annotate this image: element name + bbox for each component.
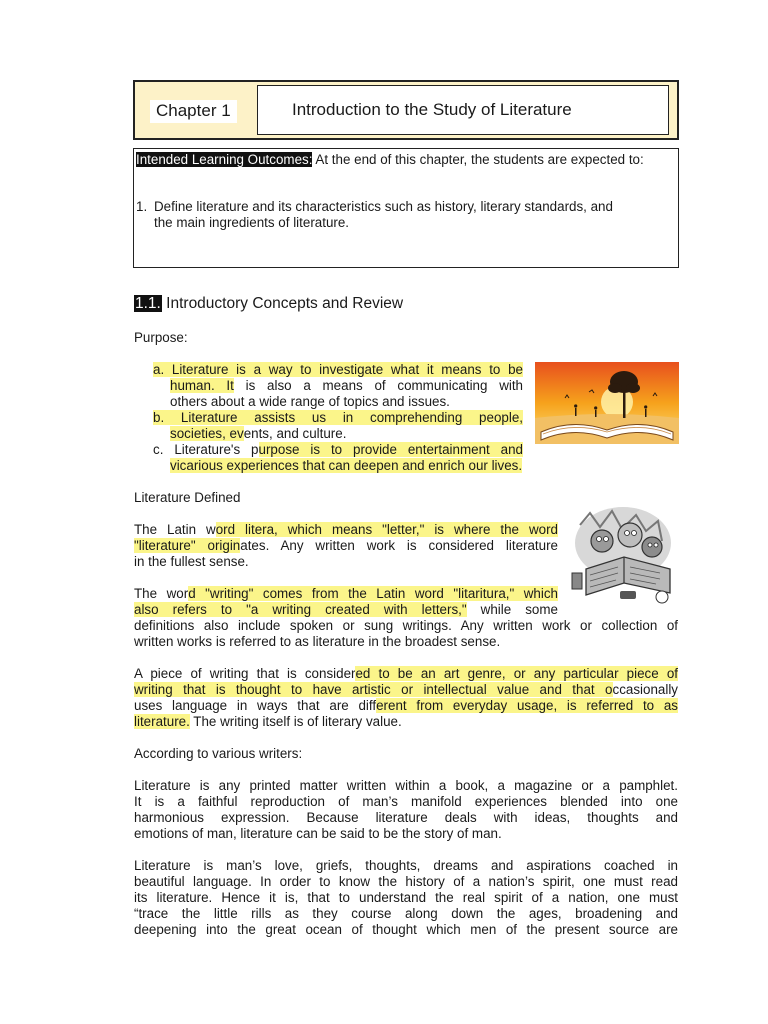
subheading-literature-defined: Literature Defined xyxy=(134,490,241,505)
highlighted-text: ed to be an art genre, or any particular piece of xyxy=(355,666,678,681)
paragraph-latin-litera xyxy=(134,522,558,570)
paragraph-printed-matter xyxy=(134,778,678,842)
purpose-item-c xyxy=(153,442,563,474)
open-book-tree-illustration xyxy=(535,362,679,444)
body-text: ents, and culture. xyxy=(243,426,347,441)
highlighted-text: urpose is to provide entertainment and xyxy=(258,442,523,457)
chapter-label: Chapter 1 xyxy=(150,100,237,123)
paragraph-art-genre xyxy=(134,666,678,730)
body-text: The wor xyxy=(134,586,189,601)
body-text: is also a means of communicating with xyxy=(233,378,524,393)
highlighted-text: societies, ev xyxy=(170,426,244,441)
learning-outcomes-text: At the end of this chapter, the students are expected to: xyxy=(315,152,644,167)
section-title: Introductory Concepts and Review xyxy=(166,295,404,312)
body-text: It is a faithful reproduction of man’s manifold experiences blended into one xyxy=(134,794,678,809)
highlighted-text: literature. xyxy=(134,714,190,729)
body-text: others about a wide range of topics and issues. xyxy=(170,394,450,409)
subheading-various-writers: According to various writers: xyxy=(134,746,303,761)
body-text: c. Literature's p xyxy=(153,442,259,457)
learning-outcome-item xyxy=(136,199,676,231)
body-text: in the fullest sense. xyxy=(134,554,249,569)
body-text: emotions of man, literature can be said to be the story of man. xyxy=(134,826,502,841)
body-text: Literature is any printed matter written within a book, a magazine or a pamphlet. xyxy=(134,778,678,793)
purpose-label: Purpose: xyxy=(134,330,188,345)
learning-outcomes-box xyxy=(133,148,679,268)
learning-outcome-line: Define literature and its characteristics such as history, literary standards, and xyxy=(154,199,613,214)
body-text: A piece of writing that is consider xyxy=(134,666,356,681)
body-text: uses language in ways that are diff xyxy=(134,698,377,713)
learning-outcome-line: the main ingredients of literature. xyxy=(154,215,350,230)
body-text: The Latin w xyxy=(134,522,216,537)
body-text: harmonious expression. Because literature deals with ideas, thoughts and xyxy=(134,810,678,825)
body-text: ccasionally xyxy=(612,682,678,697)
body-text: beautiful language. In order to know the history of a nation’s spirit, one must read xyxy=(134,874,678,889)
learning-outcome-number: 1. xyxy=(136,199,148,214)
highlighted-text: vicarious experiences that can deepen and enrich our lives. xyxy=(170,458,523,473)
highlighted-text: also refers to "a writing created with letters," xyxy=(134,602,467,617)
body-text: The writing itself is of literary value. xyxy=(189,714,402,729)
paragraph-mans-love xyxy=(134,858,678,938)
highlighted-text: "literature" origin xyxy=(134,538,241,553)
paragraph-writing-origin xyxy=(134,586,678,650)
purpose-item-a xyxy=(153,362,523,410)
body-text: definitions also include spoken or sung writings. Any written work or collection of xyxy=(134,618,678,633)
section-number: 1.1. xyxy=(135,295,161,312)
body-text: ates. Any written work is considered literature xyxy=(240,538,558,553)
section-heading xyxy=(134,295,403,313)
highlighted-text: a. Literature is a way to investigate what it means to be xyxy=(153,362,523,377)
chapter-title: Introduction to the Study of Literature xyxy=(292,100,572,119)
body-text: written works is referred to as literature in the broadest sense. xyxy=(134,634,501,649)
body-text: Literature is man’s love, griefs, thoughts, dreams and aspirations coached in xyxy=(134,858,678,873)
highlighted-text: d "writing" comes from the Latin word "litaritura," which xyxy=(188,586,558,601)
highlighted-text: writing that is thought to have artistic or intellectual value and that o xyxy=(134,682,613,697)
chapter-title-box xyxy=(257,85,669,135)
highlighted-text: b. Literature assists us in comprehending people, xyxy=(153,410,523,425)
body-text: “trace the little rills as they course along down the ages, broadening and xyxy=(134,906,678,921)
body-text: deepening into the great ocean of thought which men of the present source are xyxy=(134,922,678,937)
body-text: its literature. Hence it is, that to understand the real spirit of a nation, one must xyxy=(134,890,678,905)
learning-outcomes-tag: Intended Learning Outcomes: xyxy=(136,152,313,167)
highlighted-text: ord litera, which means "letter," is where the word xyxy=(215,522,558,537)
learning-outcomes-intro xyxy=(136,152,676,168)
highlighted-text: erent from everyday usage, is referred to as xyxy=(376,698,678,713)
body-text: while some xyxy=(466,602,558,617)
purpose-item-b xyxy=(153,410,523,442)
highlighted-text: human. It xyxy=(170,378,234,393)
chapter-header xyxy=(133,80,679,140)
